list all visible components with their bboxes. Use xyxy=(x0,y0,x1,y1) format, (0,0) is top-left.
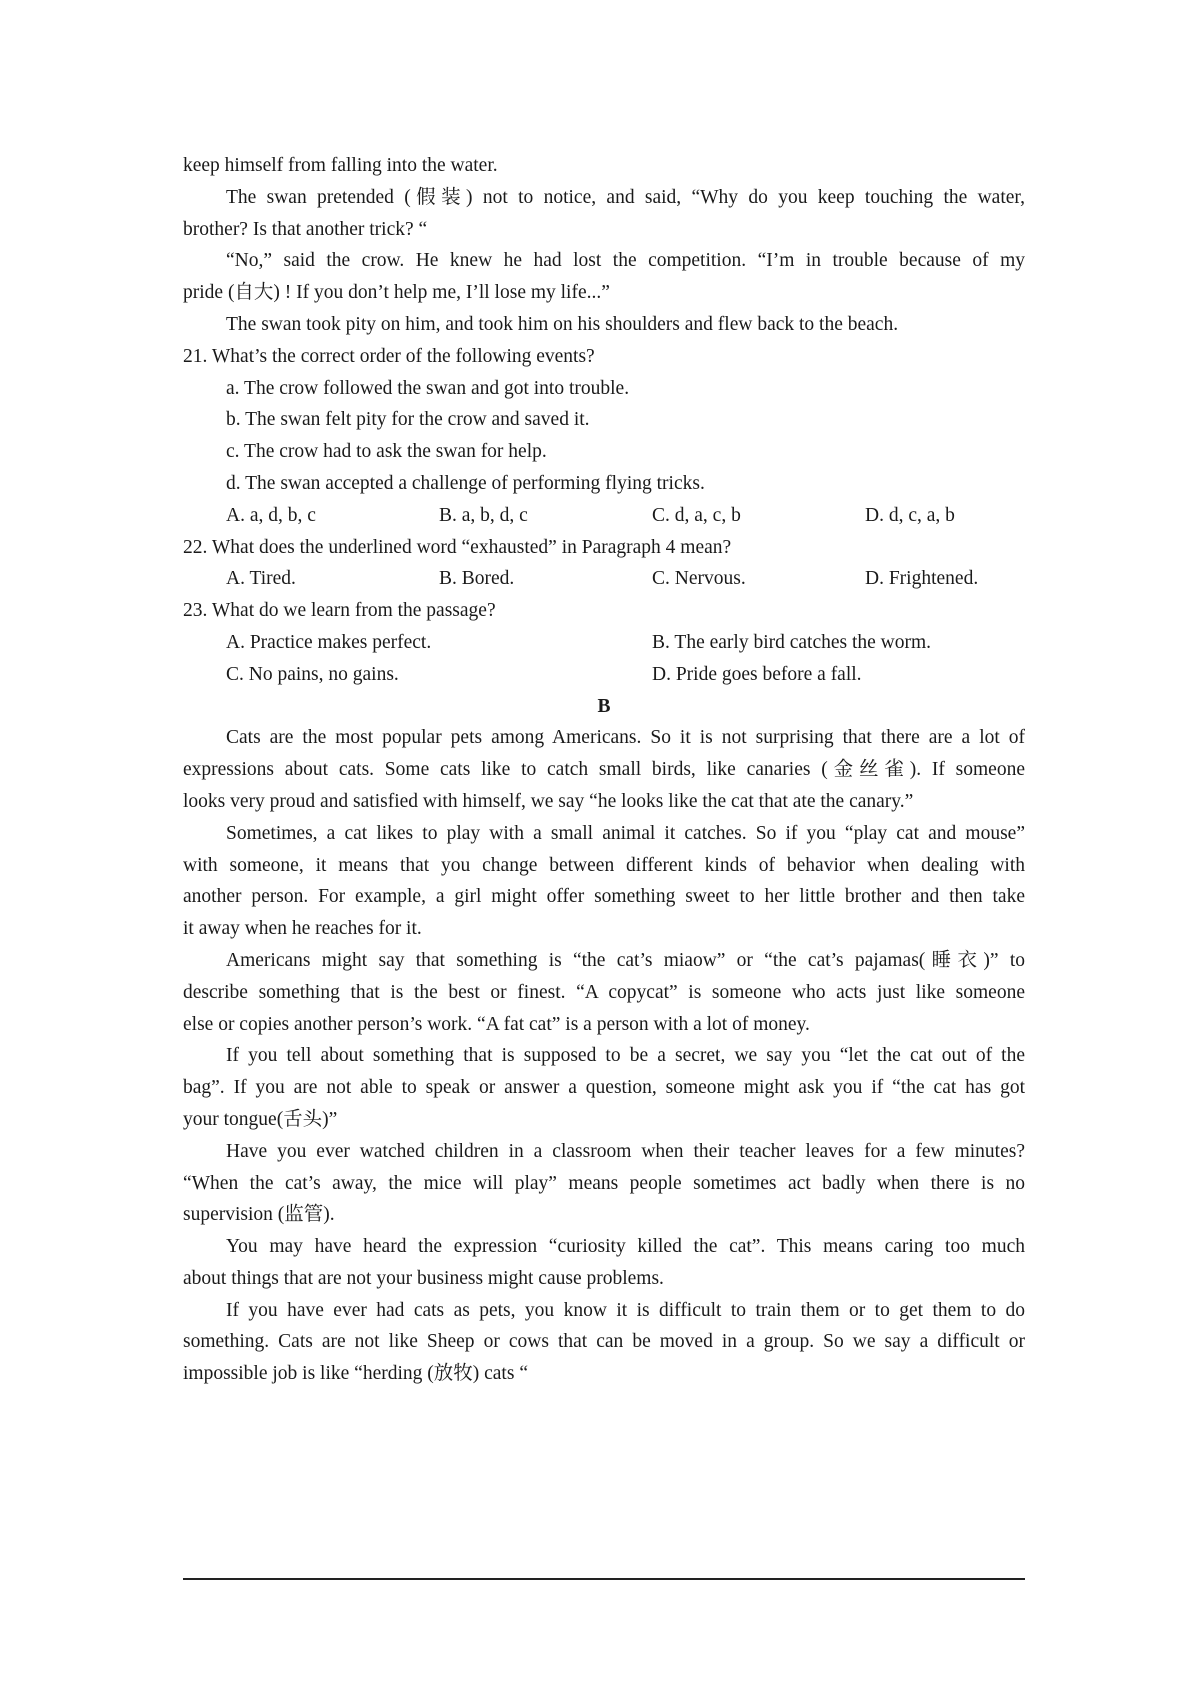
text-line: another person. For example, a girl might offer something sweet to her little brother and then take xyxy=(183,886,1025,908)
passage-a-text xyxy=(183,150,1025,341)
question-21 xyxy=(183,341,1025,532)
text-line: “No,” said the crow. He knew he had lost the competition. “I’m in trouble because of my xyxy=(226,250,1025,272)
page-content xyxy=(183,150,1025,1390)
text-line: else or copies another person’s work. “A fat cat” is a person with a lot of money. xyxy=(183,1013,810,1035)
text-line: supervision (监管). xyxy=(183,1204,335,1226)
text-line: “When the cat’s away, the mice will play” means people sometimes act badly when there is no xyxy=(183,1172,1025,1194)
option-d: D. Frightened. xyxy=(865,568,979,590)
question-stem: 23. What do we learn from the passage? xyxy=(183,600,496,622)
option-d: D. d, c, a, b xyxy=(865,504,955,526)
text-line: pride (自大) ! If you don’t help me, I’ll lose my life...” xyxy=(183,282,610,304)
question-stem: 21. What’s the correct order of the following events? xyxy=(183,345,595,367)
text-line: bag”. If you are not able to speak or answer a question, someone might ask you if “the cat has got xyxy=(183,1077,1025,1099)
option-c: C. d, a, c, b xyxy=(652,504,741,526)
footer-divider xyxy=(183,1578,1025,1580)
passage-b-text xyxy=(183,722,1025,1390)
text-line: keep himself from falling into the water. xyxy=(183,155,498,176)
option-c: C. Nervous. xyxy=(652,568,746,590)
text-line: expressions about cats. Some cats like to catch small birds, like canaries (金丝雀). If someone xyxy=(183,759,1025,781)
text-line: The swan pretended (假装) not to notice, and said, “Why do you keep touching the water, xyxy=(226,186,1025,208)
event-item: a. The crow followed the swan and got into trouble. xyxy=(226,377,630,399)
answer-options xyxy=(183,627,1025,659)
section-heading: B xyxy=(597,695,611,717)
option-c: C. No pains, no gains. xyxy=(226,663,399,685)
text-line: your tongue(舌头)” xyxy=(183,1108,338,1130)
text-line: If you have ever had cats as pets, you know it is difficult to train them or to get them to do xyxy=(226,1299,1025,1321)
option-b: B. Bored. xyxy=(439,568,515,590)
answer-options xyxy=(183,659,1025,691)
question-22 xyxy=(183,532,1025,596)
option-a: A. Tired. xyxy=(226,568,296,590)
text-line: Americans might say that something is “the cat’s miaow” or “the cat’s pajamas(睡衣)” to xyxy=(226,949,1025,971)
text-line: The swan took pity on him, and took him on his shoulders and flew back to the beach. xyxy=(226,313,899,335)
text-line: describe something that is the best or finest. “A copycat” is someone who acts just like someone xyxy=(183,981,1025,1003)
event-item: b. The swan felt pity for the crow and saved it. xyxy=(226,409,590,431)
text-line: Have you ever watched children in a classroom when their teacher leaves for a few minutes? xyxy=(226,1140,1025,1162)
text-line: looks very proud and satisfied with himself, we say “he looks like the cat that ate the canary.” xyxy=(183,790,914,812)
answer-options xyxy=(183,500,1025,532)
text-line: with someone, it means that you change between different kinds of behavior when dealing with xyxy=(183,854,1025,876)
text-line: If you tell about something that is supposed to be a secret, we say you “let the cat out of the xyxy=(226,1045,1025,1067)
text-line: something. Cats are not like Sheep or cows that can be moved in a group. So we say a difficult or xyxy=(183,1331,1025,1353)
option-a: A. Practice makes perfect. xyxy=(226,631,432,653)
option-b: B. a, b, d, c xyxy=(439,504,528,526)
text-line: brother? Is that another trick? “ xyxy=(183,218,428,240)
text-line: Sometimes, a cat likes to play with a small animal it catches. So if you “play cat and mouse” xyxy=(226,822,1025,844)
question-23 xyxy=(183,595,1025,690)
answer-options xyxy=(183,563,1025,595)
option-a: A. a, d, b, c xyxy=(226,504,316,526)
question-stem: 22. What does the underlined word “exhausted” in Paragraph 4 mean? xyxy=(183,536,732,558)
option-b: B. The early bird catches the worm. xyxy=(652,631,932,653)
event-item: d. The swan accepted a challenge of performing flying tricks. xyxy=(226,472,705,494)
text-line: Cats are the most popular pets among Americans. So it is not surprising that there are a lot of xyxy=(226,727,1025,749)
event-item: c. The crow had to ask the swan for help. xyxy=(226,441,547,463)
text-line: it away when he reaches for it. xyxy=(183,918,422,940)
option-d: D. Pride goes before a fall. xyxy=(652,663,862,685)
text-line: impossible job is like “herding (放牧) cats “ xyxy=(183,1363,528,1385)
text-line: about things that are not your business might cause problems. xyxy=(183,1267,664,1289)
text-line: You may have heard the expression “curiosity killed the cat”. This means caring too much xyxy=(226,1236,1025,1258)
